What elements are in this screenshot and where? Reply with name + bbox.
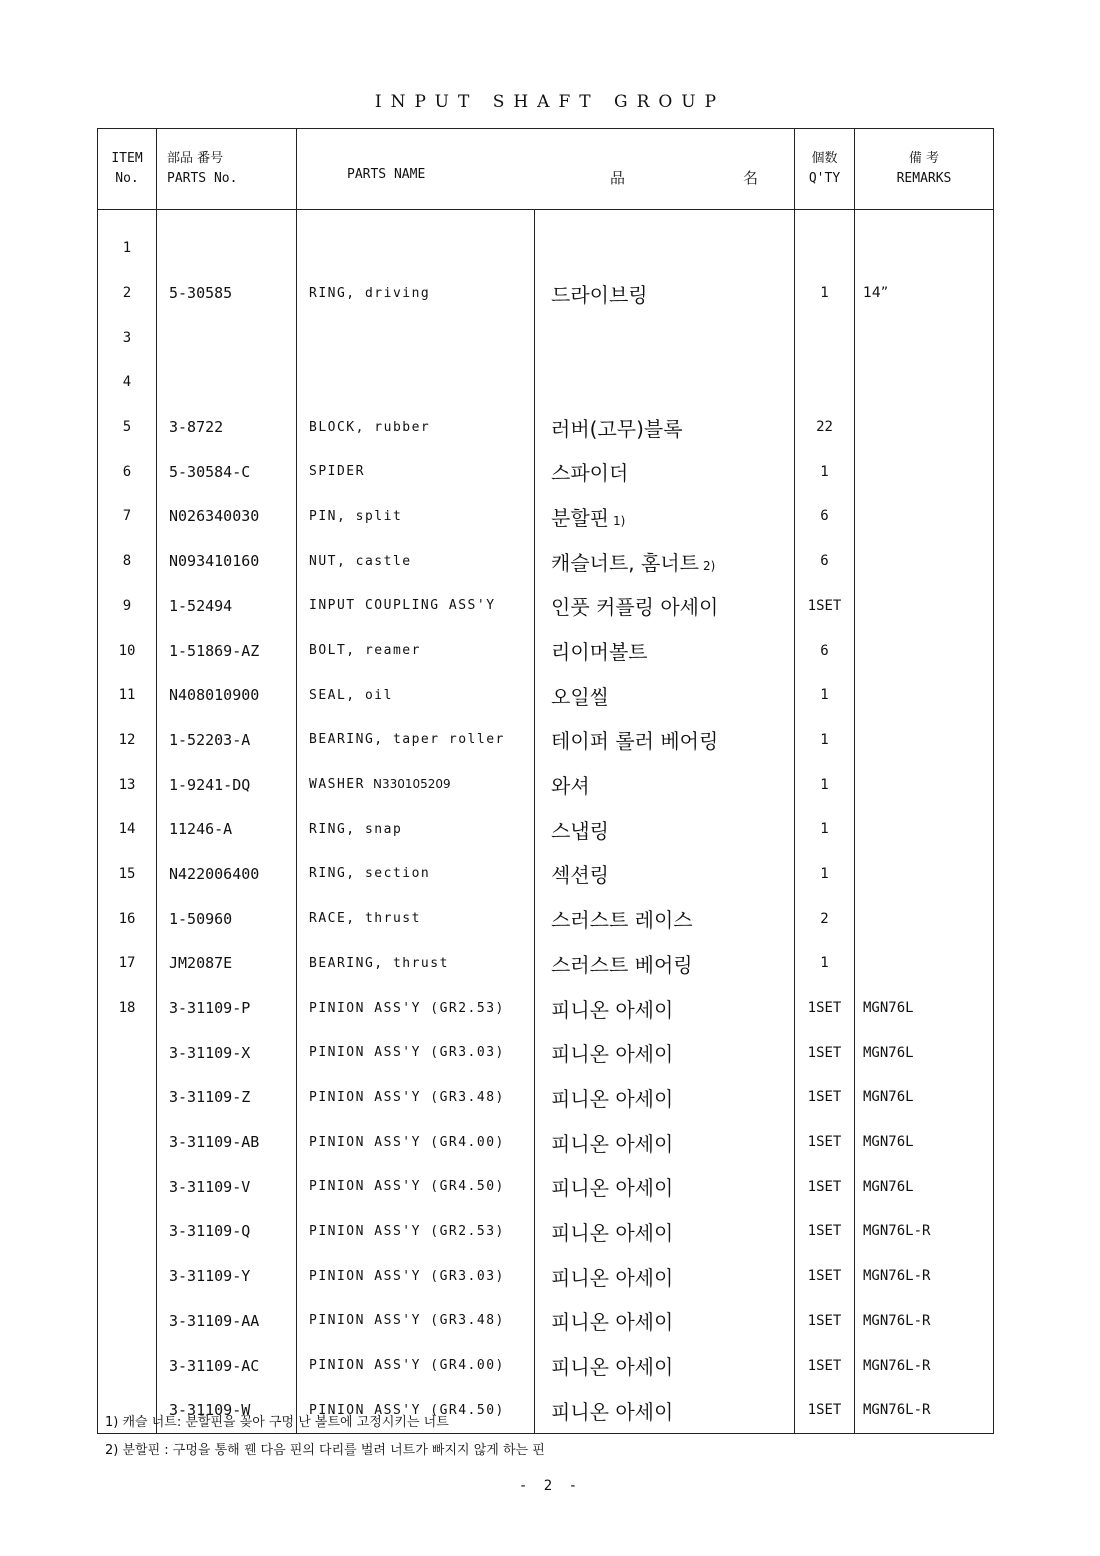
qty-cell: 1 xyxy=(795,271,855,316)
parts-no-cell: 3-8722 xyxy=(157,405,297,450)
qty-cell: 1 xyxy=(795,718,855,763)
parts-name-text: PINION ASS'Y (GR3.48) xyxy=(309,1089,505,1105)
remarks-cell: MGN76L xyxy=(855,1120,994,1165)
table-row xyxy=(98,1209,994,1254)
parts-no-cell: N093410160 xyxy=(157,539,297,584)
page-title: INPUT SHAFT GROUP xyxy=(374,92,726,112)
table-spacer-row xyxy=(98,210,994,227)
item-no-cell: 1 xyxy=(98,226,157,271)
korean-name-cell xyxy=(535,315,795,360)
item-no-cell: 16 xyxy=(98,896,157,941)
korean-name-text: 피니온 아세이 xyxy=(551,1176,674,1201)
parts-name-text: BOLT, reamer xyxy=(309,643,421,659)
remarks-cell: MGN76L-R xyxy=(855,1299,994,1344)
korean-name-cell xyxy=(535,1209,795,1254)
item-no-cell xyxy=(98,1120,157,1165)
item-no-cell: 13 xyxy=(98,762,157,807)
korean-name-cell xyxy=(535,896,795,941)
parts-name-text: PIN, split xyxy=(309,508,403,524)
remarks-cell xyxy=(855,584,994,629)
parts-name-cell xyxy=(297,1209,535,1254)
parts-no-cell xyxy=(157,360,297,405)
korean-name-cell xyxy=(535,271,795,316)
korean-name-cell xyxy=(535,1343,795,1388)
table-row xyxy=(98,852,994,897)
remarks-cell: MGN76L xyxy=(855,986,994,1031)
qty-cell xyxy=(795,226,855,271)
korean-name-text: 피니온 아세이 xyxy=(551,1042,674,1067)
table-row xyxy=(98,807,994,852)
header-parts-name-en: PARTS NAME xyxy=(347,166,426,182)
qty-cell: 1SET xyxy=(795,1299,855,1344)
table-row xyxy=(98,405,994,450)
qty-cell: 22 xyxy=(795,405,855,450)
table-row xyxy=(98,1075,994,1120)
parts-name-text: PINION ASS'Y (GR4.00) xyxy=(309,1358,505,1374)
parts-name-cell xyxy=(297,673,535,718)
item-no-cell xyxy=(98,1343,157,1388)
parts-name-cell xyxy=(297,1164,535,1209)
item-no-cell xyxy=(98,1164,157,1209)
qty-cell: 6 xyxy=(795,494,855,539)
item-no-cell: 3 xyxy=(98,315,157,360)
table-row xyxy=(98,226,994,271)
qty-cell: 1 xyxy=(795,762,855,807)
footnote-ref: 1) xyxy=(612,513,626,528)
qty-cell: 1SET xyxy=(795,1254,855,1299)
parts-no-cell: 1-52494 xyxy=(157,584,297,629)
parts-no-cell: N408010900 xyxy=(157,673,297,718)
remarks-cell xyxy=(855,718,994,763)
item-no-cell: 8 xyxy=(98,539,157,584)
header-qty: 個数 Q'TY xyxy=(795,129,855,210)
parts-no-cell: 3-31109-Z xyxy=(157,1075,297,1120)
footnote-1: 1) 캐슬 너트: 분할핀을 꽂아 구멍 난 볼트에 고정시키는 너트 xyxy=(105,1415,449,1430)
parts-name-cell xyxy=(297,986,535,1031)
parts-name-text: BLOCK, rubber xyxy=(309,419,431,435)
remarks-cell xyxy=(855,941,994,986)
item-no-cell: 15 xyxy=(98,852,157,897)
parts-name-text: PINION ASS'Y (GR2.53) xyxy=(309,1000,505,1016)
parts-name-cell xyxy=(297,315,535,360)
table-row xyxy=(98,1299,994,1344)
parts-name-cell xyxy=(297,360,535,405)
table-row xyxy=(98,584,994,629)
qty-cell: 1SET xyxy=(795,1343,855,1388)
item-no-cell: 11 xyxy=(98,673,157,718)
korean-name-text: 피니온 아세이 xyxy=(551,1131,674,1156)
parts-name-cell xyxy=(297,405,535,450)
qty-cell xyxy=(795,360,855,405)
parts-no-cell: 3-31109-Y xyxy=(157,1254,297,1299)
remarks-cell: MGN76L-R xyxy=(855,1254,994,1299)
korean-name-cell xyxy=(535,226,795,271)
table-row xyxy=(98,539,994,584)
item-no-cell: 17 xyxy=(98,941,157,986)
table-header-row xyxy=(98,129,994,210)
remarks-cell xyxy=(855,226,994,271)
parts-name-cell xyxy=(297,941,535,986)
table-row xyxy=(98,718,994,763)
item-no-cell: 14 xyxy=(98,807,157,852)
qty-cell: 1SET xyxy=(795,584,855,629)
korean-name-cell xyxy=(535,762,795,807)
korean-name-text: 피니온 아세이 xyxy=(551,1399,674,1424)
qty-cell: 1SET xyxy=(795,1388,855,1433)
korean-name-text: 스러스트 레이스 xyxy=(551,908,693,933)
table-row xyxy=(98,494,994,539)
parts-no-cell: 1-52203-A xyxy=(157,718,297,763)
table-row xyxy=(98,449,994,494)
parts-name-cell xyxy=(297,1299,535,1344)
korean-name-cell xyxy=(535,494,795,539)
parts-table xyxy=(97,128,994,1434)
remarks-cell: MGN76L-R xyxy=(855,1209,994,1254)
korean-name-text: 피니온 아세이 xyxy=(551,1220,674,1245)
parts-name-text: INPUT COUPLING ASS'Y xyxy=(309,598,496,614)
item-no-cell: 12 xyxy=(98,718,157,763)
korean-name-text: 스파이더 xyxy=(551,461,629,486)
parts-no-cell: N026340030 xyxy=(157,494,297,539)
remarks-cell: MGN76L-R xyxy=(855,1388,994,1433)
parts-no-cell xyxy=(157,226,297,271)
parts-no-cell xyxy=(157,315,297,360)
parts-no-cell: 3-31109-AA xyxy=(157,1299,297,1344)
korean-name-cell xyxy=(535,449,795,494)
korean-name-text: 섹션링 xyxy=(551,863,609,888)
korean-name-cell xyxy=(535,1388,795,1433)
korean-name-cell xyxy=(535,1030,795,1075)
remarks-cell xyxy=(855,807,994,852)
table-row xyxy=(98,271,994,316)
parts-name-cell xyxy=(297,1120,535,1165)
qty-cell: 1 xyxy=(795,449,855,494)
parts-name-cell xyxy=(297,852,535,897)
header-name-ko-1: 品 xyxy=(609,168,625,187)
header-parts-name xyxy=(297,129,795,210)
parts-name-text: PINION ASS'Y (GR3.03) xyxy=(309,1045,505,1061)
korean-name-cell xyxy=(535,405,795,450)
qty-cell: 2 xyxy=(795,896,855,941)
korean-name-cell xyxy=(535,628,795,673)
korean-name-text: 피니온 아세이 xyxy=(551,1355,674,1380)
parts-name-cell xyxy=(297,1254,535,1299)
parts-name-note: N330105209 xyxy=(372,777,451,792)
qty-cell: 1SET xyxy=(795,1209,855,1254)
korean-name-cell xyxy=(535,807,795,852)
parts-name-text: SPIDER xyxy=(309,464,365,480)
korean-name-text: 인풋 커플링 아세이 xyxy=(551,595,719,620)
item-no-cell: 9 xyxy=(98,584,157,629)
item-no-cell xyxy=(98,1299,157,1344)
qty-cell: 6 xyxy=(795,628,855,673)
parts-name-text: BEARING, thrust xyxy=(309,955,449,971)
parts-no-cell: 3-31109-P xyxy=(157,986,297,1031)
korean-name-cell xyxy=(535,718,795,763)
qty-cell: 1SET xyxy=(795,1075,855,1120)
item-no-cell: 2 xyxy=(98,271,157,316)
parts-name-cell xyxy=(297,271,535,316)
korean-name-cell xyxy=(535,1254,795,1299)
korean-name-cell xyxy=(535,1120,795,1165)
remarks-cell xyxy=(855,360,994,405)
qty-cell: 1 xyxy=(795,852,855,897)
item-no-cell: 7 xyxy=(98,494,157,539)
table-row xyxy=(98,986,994,1031)
parts-name-text: PINION ASS'Y (GR2.53) xyxy=(309,1223,505,1239)
parts-name-text: PINION ASS'Y (GR4.50) xyxy=(309,1179,505,1195)
korean-name-cell xyxy=(535,360,795,405)
remarks-cell xyxy=(855,494,994,539)
parts-name-cell xyxy=(297,718,535,763)
remarks-cell xyxy=(855,539,994,584)
korean-name-text: 드라이브링 xyxy=(551,282,648,307)
item-no-cell: 6 xyxy=(98,449,157,494)
remarks-cell xyxy=(855,405,994,450)
item-no-cell: 10 xyxy=(98,628,157,673)
remarks-cell: MGN76L xyxy=(855,1075,994,1120)
parts-name-text: PINION ASS'Y (GR4.50) xyxy=(309,1402,505,1418)
footnote-ref: 2) xyxy=(702,558,716,573)
header-name-ko-2: 名 xyxy=(742,168,758,187)
parts-no-cell: 1-50960 xyxy=(157,896,297,941)
item-no-cell xyxy=(98,1254,157,1299)
parts-no-cell: 3-31109-Q xyxy=(157,1209,297,1254)
parts-name-text: WASHER xyxy=(309,777,365,793)
table-row xyxy=(98,628,994,673)
parts-name-text: NUT, castle xyxy=(309,553,412,569)
item-no-cell: 4 xyxy=(98,360,157,405)
remarks-cell: 14” xyxy=(855,271,994,316)
parts-name-cell xyxy=(297,494,535,539)
table-row xyxy=(98,1164,994,1209)
qty-cell: 6 xyxy=(795,539,855,584)
korean-name-text: 오일씰 xyxy=(551,684,609,709)
table-row xyxy=(98,1030,994,1075)
remarks-cell xyxy=(855,628,994,673)
korean-name-text: 캐슬너트, 홈너트 xyxy=(551,550,699,575)
parts-name-text: SEAL, oil xyxy=(309,687,393,703)
parts-name-text: RING, section xyxy=(309,866,431,882)
table-row xyxy=(98,1343,994,1388)
korean-name-cell xyxy=(535,584,795,629)
qty-cell: 1SET xyxy=(795,1030,855,1075)
korean-name-text: 테이퍼 롤러 베어링 xyxy=(551,729,719,754)
korean-name-text: 피니온 아세이 xyxy=(551,1310,674,1335)
parts-name-text: PINION ASS'Y (GR4.00) xyxy=(309,1134,505,1150)
korean-name-text: 피니온 아세이 xyxy=(551,1265,674,1290)
parts-no-cell: 3-31109-V xyxy=(157,1164,297,1209)
item-no-cell: 5 xyxy=(98,405,157,450)
korean-name-cell xyxy=(535,941,795,986)
header-remarks: 備 考 REMARKS xyxy=(855,129,994,210)
parts-name-cell xyxy=(297,807,535,852)
table-row xyxy=(98,762,994,807)
parts-name-cell xyxy=(297,628,535,673)
korean-name-cell xyxy=(535,673,795,718)
parts-name-cell xyxy=(297,449,535,494)
korean-name-text: 리이머볼트 xyxy=(551,640,648,665)
parts-no-cell: JM2087E xyxy=(157,941,297,986)
remarks-cell xyxy=(855,315,994,360)
parts-name-text: BEARING, taper roller xyxy=(309,732,505,748)
korean-name-cell xyxy=(535,1075,795,1120)
remarks-cell xyxy=(855,896,994,941)
parts-name-text: RING, driving xyxy=(309,285,431,301)
korean-name-cell xyxy=(535,1299,795,1344)
parts-name-cell xyxy=(297,226,535,271)
parts-name-cell xyxy=(297,896,535,941)
parts-no-cell: 3-31109-AB xyxy=(157,1120,297,1165)
parts-name-text: PINION ASS'Y (GR3.03) xyxy=(309,1268,505,1284)
korean-name-text: 스러스트 베어링 xyxy=(551,952,693,977)
table-row xyxy=(98,673,994,718)
qty-cell: 1SET xyxy=(795,1164,855,1209)
item-no-cell xyxy=(98,1209,157,1254)
item-no-cell: 18 xyxy=(98,986,157,1031)
korean-name-text: 스냅링 xyxy=(551,818,609,843)
parts-name-cell xyxy=(297,762,535,807)
korean-name-text: 러버(고무)블록 xyxy=(551,416,683,441)
parts-name-text: RING, snap xyxy=(309,821,403,837)
footnote-2: 2) 분할핀 : 구멍을 통해 꿴 다음 핀의 다리를 벌려 너트가 빠지지 않게 하는 핀 xyxy=(105,1443,545,1458)
table-row xyxy=(98,1120,994,1165)
table-row xyxy=(98,1254,994,1299)
parts-name-text: PINION ASS'Y (GR3.48) xyxy=(309,1313,505,1329)
korean-name-text: 피니온 아세이 xyxy=(551,1086,674,1111)
parts-no-cell: N422006400 xyxy=(157,852,297,897)
korean-name-cell xyxy=(535,1164,795,1209)
korean-name-text: 피니온 아세이 xyxy=(551,997,674,1022)
korean-name-text: 와셔 xyxy=(551,774,590,799)
parts-name-cell xyxy=(297,539,535,584)
parts-no-cell: 3-31109-X xyxy=(157,1030,297,1075)
remarks-cell xyxy=(855,449,994,494)
parts-no-cell: 1-51869-AZ xyxy=(157,628,297,673)
item-no-cell xyxy=(98,1030,157,1075)
parts-no-cell: 1-9241-DQ xyxy=(157,762,297,807)
korean-name-cell xyxy=(535,852,795,897)
qty-cell: 1SET xyxy=(795,1120,855,1165)
korean-name-cell xyxy=(535,539,795,584)
parts-no-cell: 3-31109-AC xyxy=(157,1343,297,1388)
parts-no-cell: 5-30585 xyxy=(157,271,297,316)
qty-cell xyxy=(795,315,855,360)
remarks-cell xyxy=(855,762,994,807)
parts-name-cell xyxy=(297,1343,535,1388)
remarks-cell: MGN76L xyxy=(855,1164,994,1209)
table-row xyxy=(98,315,994,360)
remarks-cell: MGN76L-R xyxy=(855,1343,994,1388)
header-parts-no: 部品 番号 PARTS No. xyxy=(157,129,297,210)
parts-name-cell xyxy=(297,584,535,629)
header-item-no: ITEM No. xyxy=(98,129,157,210)
remarks-cell xyxy=(855,852,994,897)
item-no-cell xyxy=(98,1075,157,1120)
qty-cell: 1 xyxy=(795,941,855,986)
qty-cell: 1 xyxy=(795,673,855,718)
parts-name-text: RACE, thrust xyxy=(309,911,421,927)
table-row xyxy=(98,896,994,941)
korean-name-cell xyxy=(535,986,795,1031)
table-row xyxy=(98,360,994,405)
remarks-cell xyxy=(855,673,994,718)
qty-cell: 1SET xyxy=(795,986,855,1031)
remarks-cell: MGN76L xyxy=(855,1030,994,1075)
parts-no-cell: 3-31109-W xyxy=(157,1388,297,1433)
table-row xyxy=(98,941,994,986)
page-number: - 2 - xyxy=(518,1478,582,1494)
parts-no-cell: 11246-A xyxy=(157,807,297,852)
parts-no-cell: 5-30584-C xyxy=(157,449,297,494)
parts-name-cell xyxy=(297,1030,535,1075)
korean-name-text: 분할핀 xyxy=(551,505,609,530)
qty-cell: 1 xyxy=(795,807,855,852)
parts-name-cell xyxy=(297,1075,535,1120)
